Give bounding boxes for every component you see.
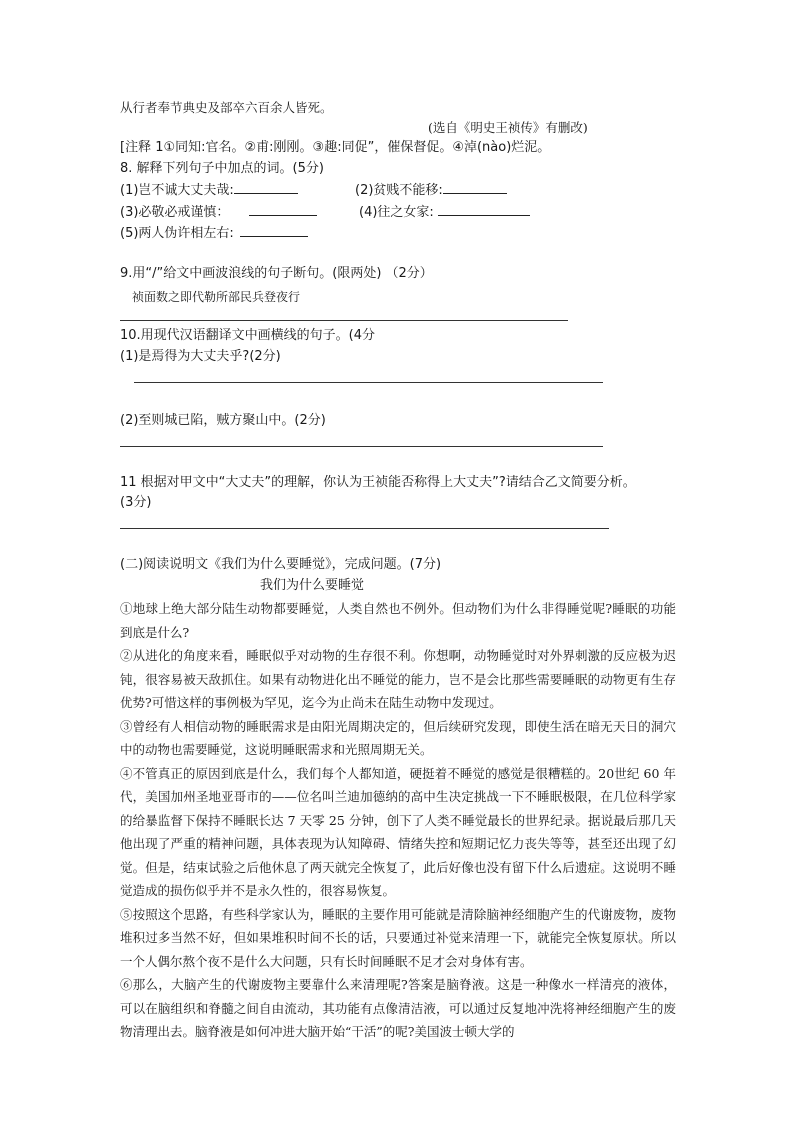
q8-item-3-label: (3)必敬必戒谨慎： [120, 205, 230, 220]
q8-answer-3[interactable] [249, 203, 317, 216]
q10-sub1: (1)是焉得为大丈夫乎?(2分) [120, 349, 281, 364]
q8-item-4-label: (4)往之女家: [359, 205, 434, 220]
article-body [120, 597, 676, 1044]
q10-answer-line-2[interactable] [120, 446, 603, 447]
q8-item-2 [355, 181, 507, 200]
q9-answer-line[interactable] [120, 320, 568, 321]
q10-stem: 10.用现代汉语翻译文中画横线的句子。(4分 [120, 328, 376, 343]
article-paragraph-1: ①地球上绝大部分陆生动物都要睡觉，人类自然也不例外。但动物们为什么非得睡觉呢?睡眠的功能到底是什么? [120, 601, 676, 640]
q11-stem: 11 根据对甲文中“大丈夫”的理解，你认为王祯能否称得上大丈夫”?请结合乙文简要分析。 [120, 475, 636, 490]
article-paragraph-2: ②从进化的角度来看，睡眠似乎对动物的生存很不利。你想啊，动物睡觉时对外界刺激的反应极为迟钝，很容易被天敌抓住。如果有动物进化出不睡觉的能力，岂不是会比那些需要睡眠的动物更有生存优势?可惜这样的事例极为罕见，迄今为止尚未在陆生动物中发现过。 [120, 648, 676, 710]
article-paragraph-6: ⑥那么，大脑产生的代谢废物主要靠什么来清理呢?答案是脑脊液。这是一种像水一样清亮的液体，可以在脑组织和脊髓之间自由流动，其功能有点像清洁液，可以通过反复地冲洗将神经细胞产生的废物清理出去。脑脊液是如何冲进大脑开始“干活”的呢?美国波士顿大学的 [120, 977, 676, 1039]
q8-answer-2[interactable] [443, 181, 507, 194]
article-paragraph-3: ③曾经有人相信动物的睡眠需求是由阳光周期决定的，但后续研究发现，即使生活在暗无天日的洞穴中的动物也需要睡觉，这说明睡眠需求和光照周期无关。 [120, 718, 676, 757]
q8-stem: 8. 解释下列句子中加点的词。(5分) [120, 161, 324, 176]
q11-answer-line[interactable] [120, 528, 609, 529]
article-paragraph-4: ④不管真正的原因到底是什么，我们每个人都知道，硬挺着不睡觉的感觉是很糟糕的。20世纪 60 年代，美国加州圣地亚哥市的——位名叫兰迪加德纳的高中生决定挑战一下不睡眠极限，在几位科学家的给暴监督下保持不睡眠长达 7 天零 25 分钟，创下了人类不睡觉最长的世界纪录。据说最后那几天他出现了严重的精神问题，具体表现为认知障碍、情绪失控和短期记忆力丧失等等，甚至还出现了幻觉。但是，结束试验之后他休息了两天就完全恢复了，此后好像也没有留下什么后遗症。这说明不睡觉造成的损伤似乎并不是永久性的，很容易恢复。 [120, 765, 676, 898]
annotation-notes: [注释 1①同知:官名。②甫:刚刚。③趣:同促”，催保督促。④淖(nào)烂泥。 [120, 140, 551, 155]
q8-item-1-label: (1)岂不诚大丈夫哉: [120, 183, 234, 198]
q9-stem: 9.用“/”给文中画波浪线的句子断句。(限两处) （2分） [120, 266, 433, 281]
article-title: 我们为什么要睡觉 [260, 578, 365, 593]
q8-answer-4[interactable] [438, 203, 530, 216]
q8-item-5 [120, 224, 308, 243]
q11-score: (3分) [120, 495, 152, 510]
passage-source: (选自《明史王祯传》有删改) [428, 120, 588, 135]
passage-last-line: 从行者奉节典史及部卒六百余人皆死。 [120, 100, 333, 115]
article-paragraph-5: ⑤按照这个思路，有些科学家认为，睡眠的主要作用可能就是清除脑神经细胞产生的代谢废物，废物堆积过多当然不好，但如果堆积时间不长的话，只要通过补觉来清理一下，就能完全恢复原状。所以一个人偶尔熬个夜不是什么大问题，只有长时间睡眠不足才会对身体有害。 [120, 906, 676, 969]
q10-sub2: (2)至则城已陷，贼方聚山中。(2分) [120, 413, 326, 428]
q8-answer-5[interactable] [240, 224, 308, 237]
q8-item-5-label: (5)两人伪许相左右: [120, 226, 234, 241]
q8-item-1 [120, 181, 298, 200]
q8-answer-1[interactable] [234, 181, 298, 194]
section2-heading: (二)阅读说明文《我们为什么要睡觉》，完成问题。(7分) [120, 557, 442, 572]
q8-item-3 [120, 203, 317, 222]
q8-item-4 [359, 203, 530, 222]
q8-item-2-label: (2)贫贱不能移: [355, 183, 443, 198]
q10-answer-line-1[interactable] [134, 382, 603, 383]
q9-sentence: 祯面数之即代勒所部民兵登夜行 [132, 290, 301, 304]
